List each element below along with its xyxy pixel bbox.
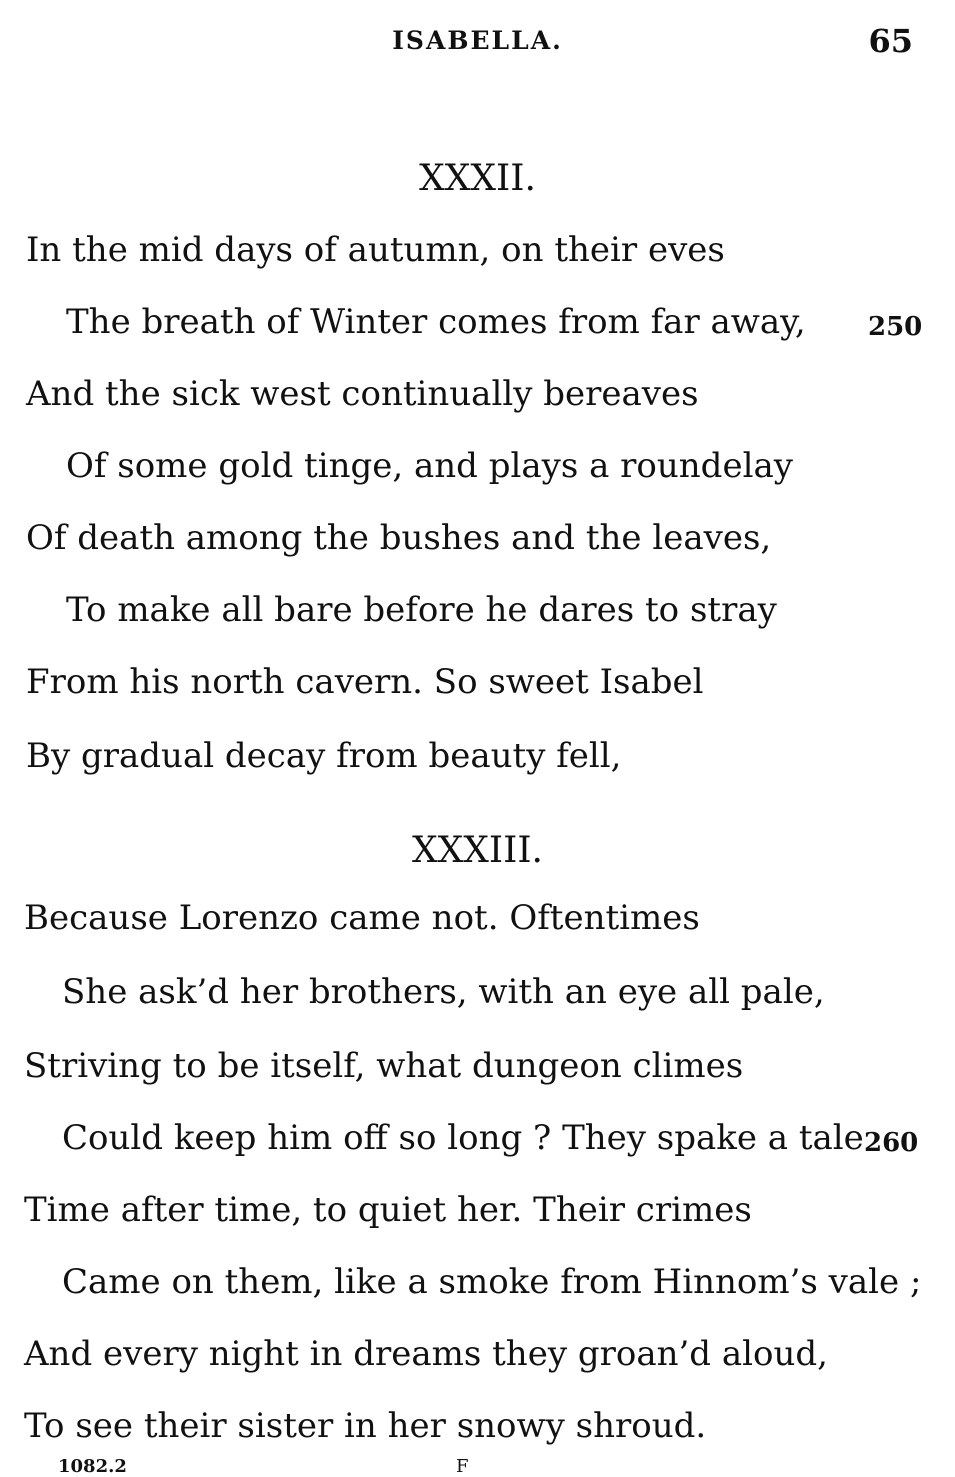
verse-line: Striving to be itself, what dungeon climes	[24, 1046, 744, 1086]
verse-line: She ask’d her brothers, with an eye all pale,	[62, 972, 825, 1012]
verse-line: Of death among the bushes and the leaves,	[26, 518, 772, 558]
verse-line: Because Lorenzo came not. Oftentimes	[24, 898, 700, 938]
verse-line: Of some gold tinge, and plays a roundelay	[66, 446, 793, 486]
verse-line: And every night in dreams they groan’d aloud,	[24, 1334, 828, 1374]
printer-signature: 1082.2	[58, 1456, 127, 1477]
verse-line: The breath of Winter comes from far away,	[66, 302, 806, 342]
page-number: 65	[868, 22, 913, 60]
verse-line: And the sick west continually bereaves	[26, 374, 699, 414]
verse-line: From his north cavern. So sweet Isabel	[26, 662, 704, 702]
signature-mark: F	[456, 1456, 469, 1477]
verse-line: By gradual decay from beauty fell,	[26, 736, 622, 776]
verse-line: To make all bare before he dares to stray	[66, 590, 777, 630]
running-title: ISABELLA.	[392, 26, 563, 55]
line-number: 260	[864, 1128, 919, 1158]
verse-line: Could keep him off so long ? They spake a tale	[62, 1118, 864, 1158]
stanza-heading-xxxiii: XXXIII.	[412, 830, 543, 871]
verse-line: In the mid days of autumn, on their eves	[26, 230, 725, 270]
verse-line: To see their sister in her snowy shroud.	[24, 1406, 707, 1446]
verse-line: Came on them, like a smoke from Hinnom’s vale ;	[62, 1262, 922, 1302]
verse-line: Time after time, to quiet her. Their crimes	[24, 1190, 752, 1230]
line-number: 250	[868, 312, 923, 342]
stanza-heading-xxxii: XXXII.	[419, 158, 536, 199]
